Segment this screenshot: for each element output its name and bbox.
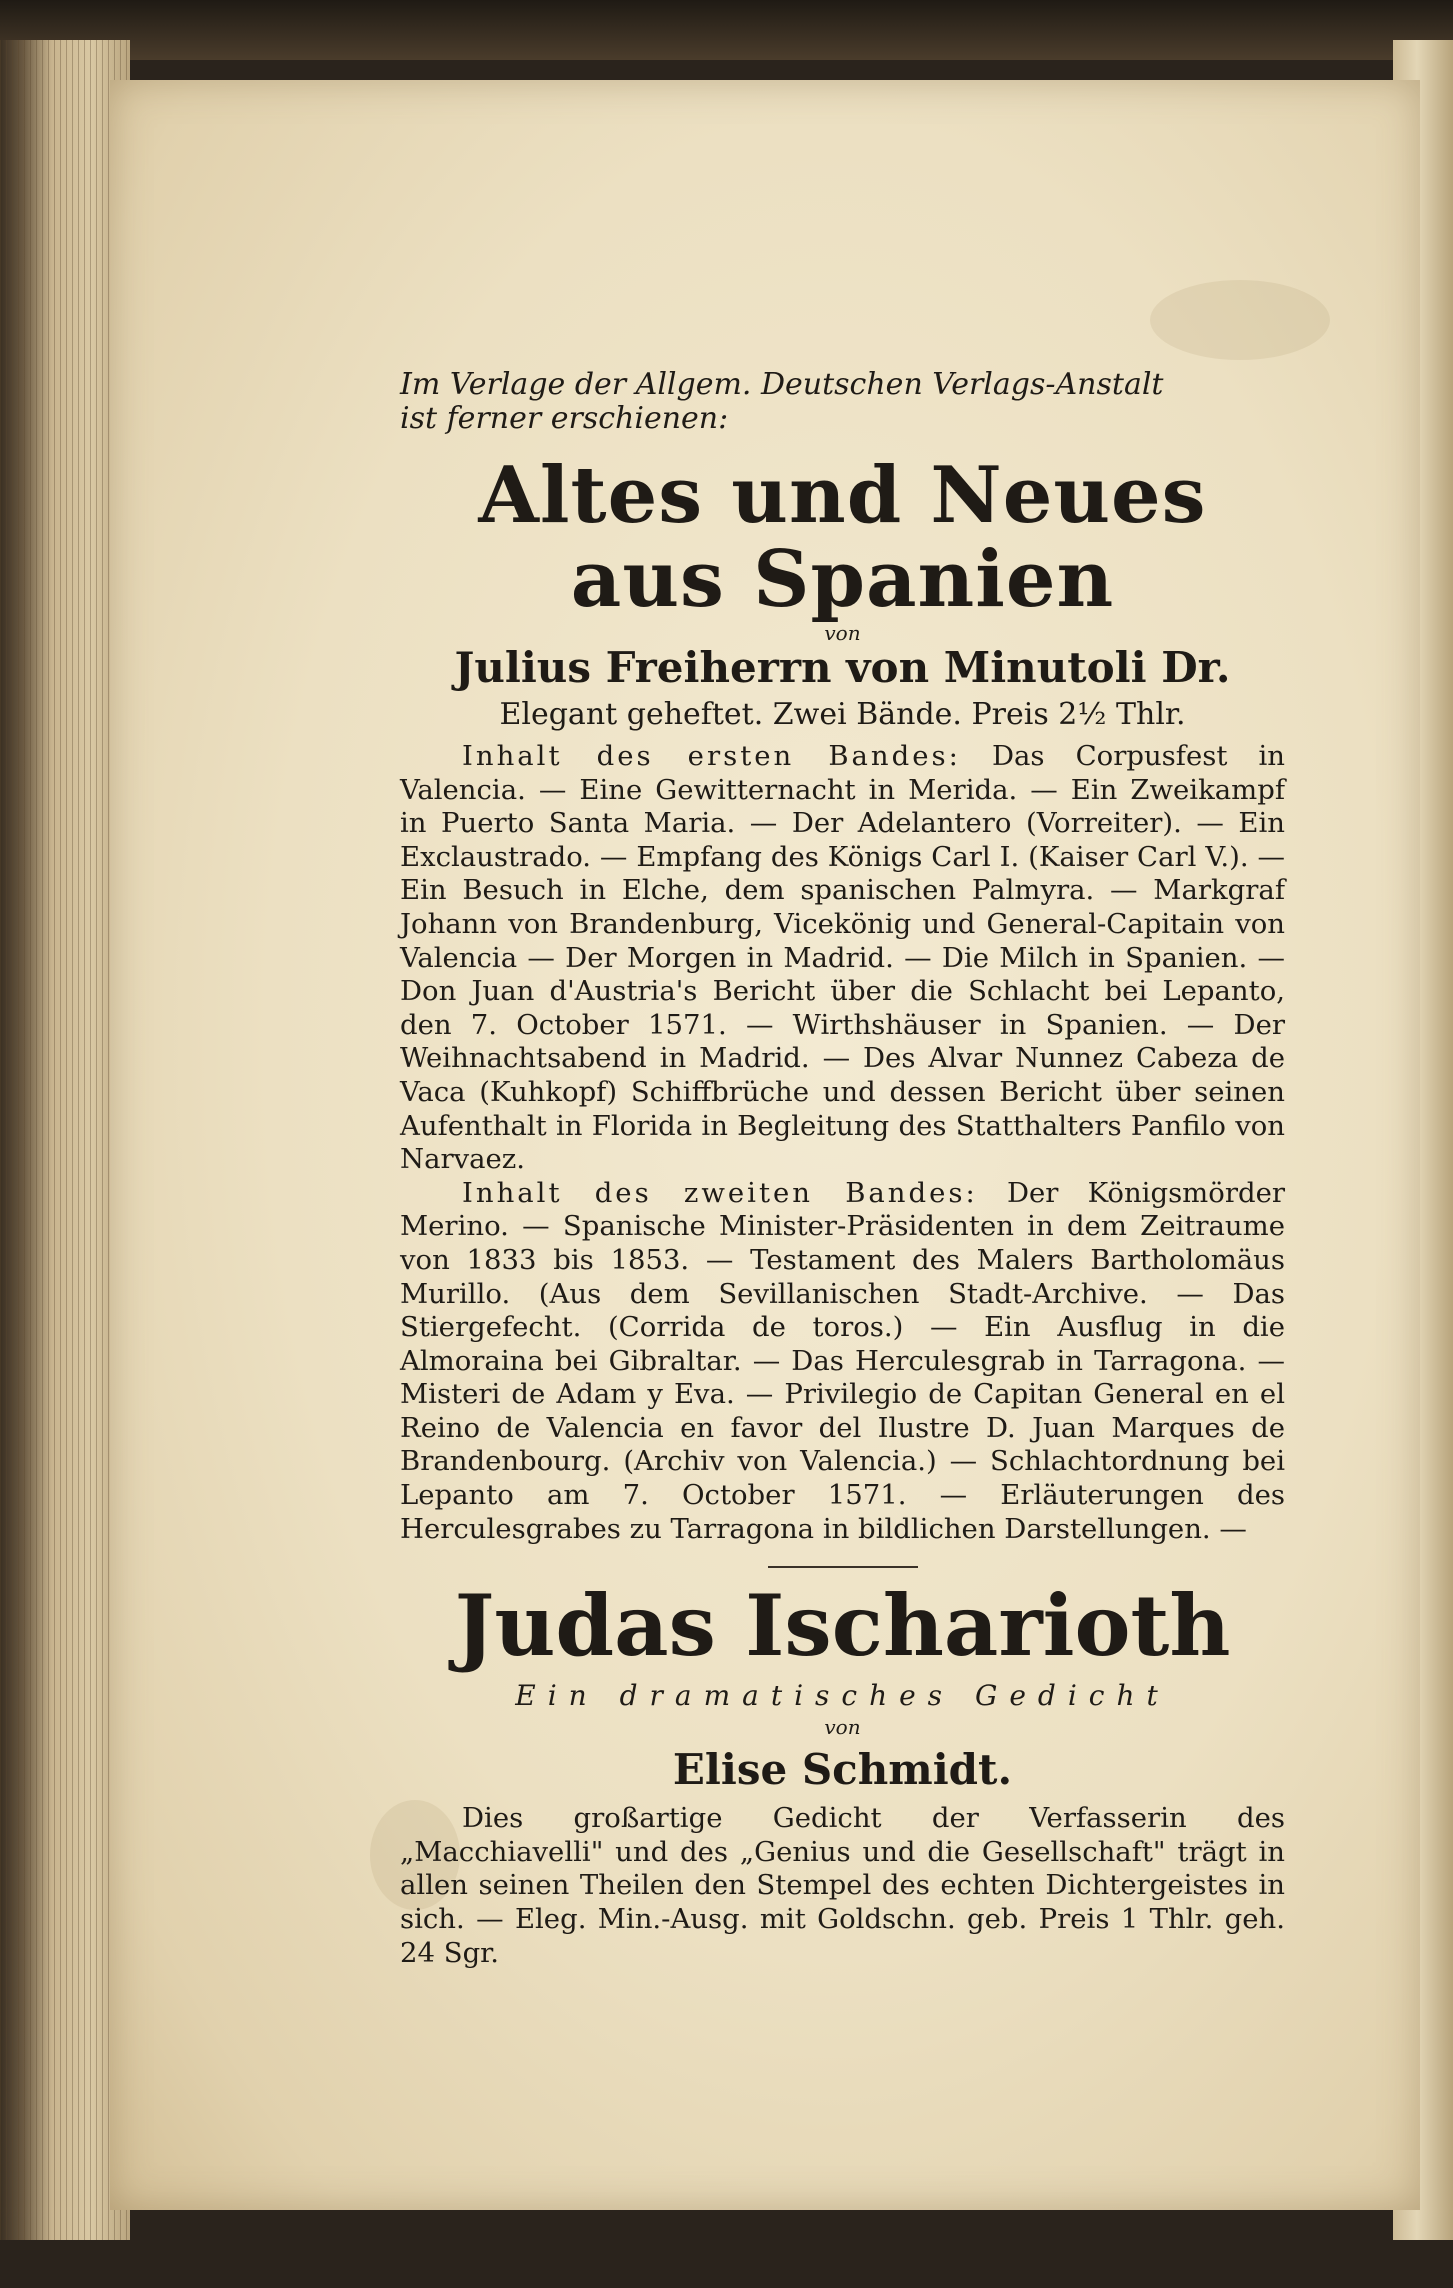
book-top-shadow <box>0 0 1453 60</box>
book1-title: Altes und Neues aus Spanien <box>478 450 1207 625</box>
volume1-lead: Inhalt des ersten Bandes: <box>462 740 961 772</box>
volume2-text: Der Königsmörder Merino. — Spanische Minister-Präsidenten in dem Zeitraume von 1833 bis 1853. — Testament des Malers Bartholomäus Murillo. (Aus dem Sevillanischen Stadt-Archive. — Das Stiergefecht. (Corrida de toros.) — Ein Ausflug in die Almoraina bei Gibraltar. — Das Herculesgrab in Tarragona. — Misteri de Adam y Eva. — Privilegio de Capitan General en el Reino de Valencia en favor del Ilustre D. Juan Marques de Brandenbourg. (Archiv von Valencia.) — Schlachtordnung bei Lepanto am 7. October 1571. — Erläuterungen des Herculesgrabes zu Tarragona in bildlichen Darstellungen. — <box>400 1176 1285 1545</box>
book1-edition: Elegant geheftet. Zwei Bände. Preis 2½ Thlr. <box>499 697 1186 732</box>
book2-title: Judas Ischarioth <box>454 1576 1231 1676</box>
intro-line-1: Im Verlage der Allgem. Deutschen Verlags-Anstalt <box>400 367 1164 402</box>
volume1-text: Das Corpusfest in Valencia. — Eine Gewitternacht in Merida. — Ein Zweikampf in Puerto Santa Maria. — Der Adelantero (Vorreiter). — Ein Exclaustrado. — Empfang des Königs Carl I. (Kaiser Carl V.). — Ein Besuch in Elche, dem spanischen Palmyra. — Markgraf Johann von Brandenburg, Vicekönig und General-Capitain von Valencia — Der Morgen in Madrid. — Die Milch in Spanien. — Don Juan d'Austria's Bericht über die Schlacht bei Lepanto, den 7. October 1571. — Wirthshäuser in Spanien. — Der Weihnachtsabend in Madrid. — Des Alvar Nunnez Cabeza de Vaca (Kuhkopf) Schiffbrüche und dessen Bericht über seinen Aufenthalt in Florida in Begleitung des Statthalters Panfilo von Narvaez. <box>400 740 1285 1176</box>
page-content <box>400 368 1285 1970</box>
volume2-lead: Inhalt des zweiten Bandes: <box>462 1176 978 1209</box>
paper-stain <box>1150 280 1330 360</box>
intro-line-2: ist ferner erschienen: <box>400 401 729 436</box>
book1-by: von <box>824 621 861 645</box>
book2-subtitle: Ein dramatisches Gedicht <box>515 1679 1170 1713</box>
book1-author: Julius Freiherrn von Minutoli Dr. <box>454 643 1231 692</box>
publisher-intro <box>400 368 1285 436</box>
book2-description: Dies großartige Gedicht der Verfasserin des „Macchiavelli" und des „Genius und die Gesellschaft" trägt in allen seinen Theilen den Stempel des echten Dichtergeistes in sich. — Eleg. Min.-Ausg. mit Goldschn. geb. Preis 1 Thlr. geh. 24 Sgr. <box>400 1802 1285 1969</box>
book2-author: Elise Schmidt. <box>672 1745 1013 1795</box>
book1-volume2-contents <box>400 1177 1285 1547</box>
section-divider <box>768 1566 918 1568</box>
book1-volume1-contents <box>400 740 1285 1177</box>
book2-by: von <box>824 1715 861 1740</box>
